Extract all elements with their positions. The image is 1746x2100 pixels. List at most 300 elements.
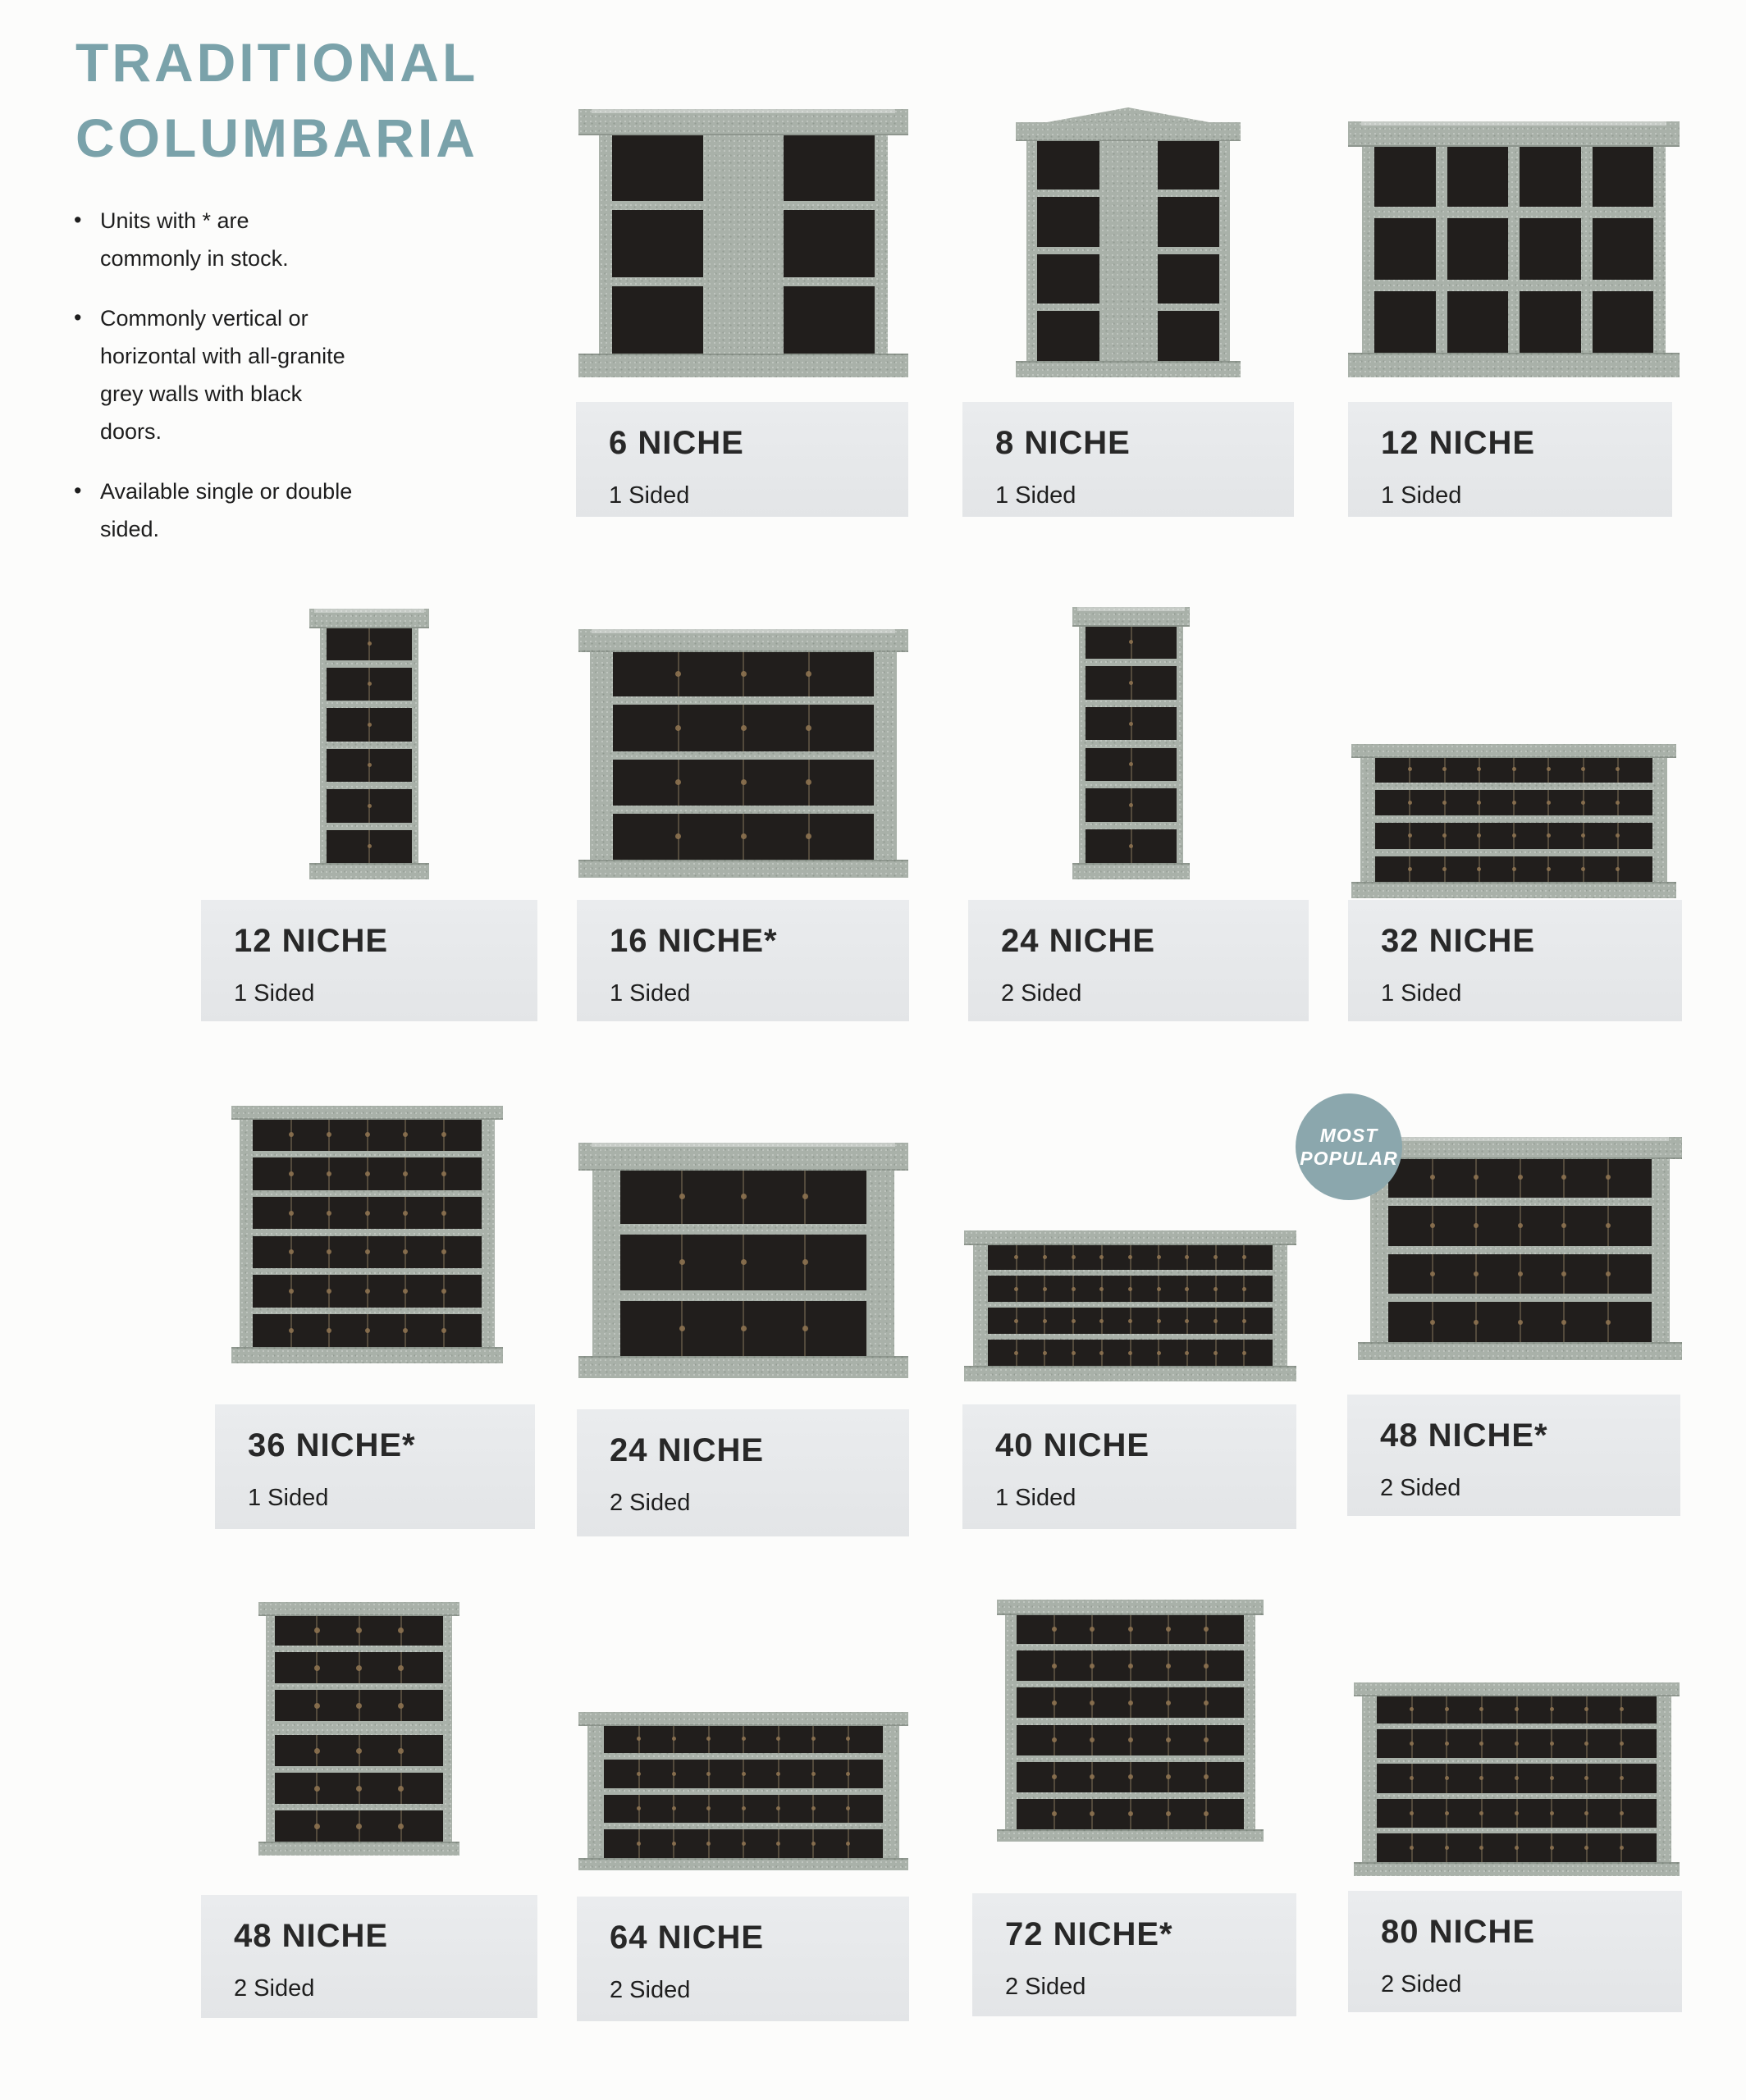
niche-door: [612, 286, 703, 354]
product-name: 24 NICHE: [610, 1432, 765, 1468]
product-label-48-niche-2sided: [201, 1895, 537, 2018]
rosette-dot: [1204, 1664, 1209, 1669]
rosette-dot: [398, 1665, 404, 1671]
rosette-dot: [1550, 1742, 1554, 1746]
rosette-dot: [1445, 1846, 1449, 1850]
rosette-dot: [368, 804, 372, 808]
rosette-dot: [1410, 1811, 1414, 1815]
rosette-dot: [1408, 867, 1412, 871]
rosette-dot: [1620, 1846, 1624, 1850]
rosette-dot: [1052, 1701, 1057, 1705]
rosette-dot: [356, 1748, 362, 1754]
niche-row: [327, 749, 412, 783]
rosette-dot: [1128, 1255, 1132, 1259]
rosette-dot: [811, 1842, 816, 1846]
rosette-dot: [1166, 1701, 1171, 1705]
rosette-dot: [1099, 1351, 1104, 1355]
niche-door: [1593, 145, 1654, 207]
rosette-dot: [1518, 1271, 1523, 1276]
product-sided: 1 Sided: [1381, 482, 1462, 509]
product-label-12-niche-1sided: [201, 900, 537, 1021]
niche-door: [1374, 291, 1436, 353]
niche-row: [1377, 1799, 1657, 1828]
rosette-dot: [1043, 1351, 1047, 1355]
product-name: 80 NICHE: [1381, 1914, 1536, 1950]
product-sided: 2 Sided: [1381, 1971, 1462, 1997]
niche-row: [327, 789, 412, 823]
unit-figure-40-niche-1sided: [964, 1230, 1296, 1380]
niche-door: [1374, 145, 1436, 207]
rosette-dot: [1204, 1737, 1209, 1742]
unit-figure-48-niche-2sided: [1358, 1137, 1682, 1358]
niche-row: [988, 1340, 1273, 1366]
rosette-dot: [368, 763, 372, 767]
rosette-dot: [675, 671, 681, 677]
cap-highlight: [1371, 1137, 1669, 1141]
rosette-dot: [1547, 867, 1551, 871]
rosette-dot: [1185, 1255, 1189, 1259]
niche-row: [1377, 1764, 1657, 1792]
niche-row: [327, 627, 412, 660]
niche-row: [327, 830, 412, 864]
rosette-dot: [741, 725, 747, 731]
rosette-dot: [1584, 1846, 1588, 1850]
rosette-dot: [1157, 1319, 1161, 1323]
rosette-dot: [1129, 762, 1133, 766]
rosette-dot: [1128, 1664, 1133, 1669]
rosette-dot: [314, 1748, 320, 1754]
rosette-dot: [365, 1211, 370, 1216]
rosette-dot: [365, 1171, 370, 1176]
rosette-dot: [1550, 1707, 1554, 1711]
rosette-dot: [637, 1772, 641, 1776]
niche-row: [1375, 790, 1652, 816]
rosette-dot: [403, 1171, 408, 1176]
unit-base: [1072, 863, 1190, 879]
niche-row: [1086, 707, 1177, 741]
rosette-dot: [1515, 1742, 1519, 1746]
rosette-dot: [1214, 1287, 1218, 1291]
rosette-dot: [1479, 1776, 1483, 1780]
niche-door: [1158, 311, 1220, 361]
intro-bullets: [64, 202, 356, 570]
unit-figure-48-niche-2sided: [258, 1602, 459, 1854]
rosette-dot: [314, 1628, 320, 1633]
niche-row: [275, 1735, 443, 1766]
product-name: 64 NICHE: [610, 1920, 765, 1956]
badge-line1: MOST: [1319, 1125, 1378, 1146]
rosette-dot: [1512, 767, 1516, 771]
rosette-dot: [1515, 1776, 1519, 1780]
rosette-dot: [1479, 1846, 1483, 1850]
rosette-dot: [811, 1806, 816, 1810]
rosette-dot: [1157, 1287, 1161, 1291]
niche-row: [275, 1652, 443, 1683]
niche-door: [1447, 291, 1509, 353]
rosette-dot: [1090, 1701, 1095, 1705]
unit-cap: [578, 1143, 908, 1171]
rosette-dot: [637, 1842, 641, 1846]
rosette-dot: [675, 725, 681, 731]
rosette-dot: [1561, 1223, 1566, 1228]
rosette-dot: [776, 1737, 780, 1741]
rosette-dot: [672, 1842, 676, 1846]
unit-figure-12-niche-1sided: [309, 609, 429, 878]
rosette-dot: [811, 1737, 816, 1741]
rosette-dot: [1620, 1811, 1624, 1815]
unit-cap: [1348, 121, 1680, 147]
rosette-dot: [1166, 1737, 1171, 1742]
rosette-dot: [368, 844, 372, 848]
rosette-dot: [1479, 1707, 1483, 1711]
rosette-dot: [1072, 1351, 1076, 1355]
unit-base: [1351, 882, 1676, 898]
unit-body: [1362, 1695, 1671, 1862]
niche-door: [1447, 218, 1509, 280]
product-sided: 2 Sided: [1005, 1974, 1086, 2000]
rosette-dot: [1550, 1846, 1554, 1850]
rosette-dot: [741, 833, 747, 839]
unit-figure-36-niche-1sided: [231, 1106, 503, 1362]
product-label-24-niche-2sided: [577, 1409, 909, 1536]
product-name: 72 NICHE*: [1005, 1916, 1173, 1952]
rosette-dot: [398, 1824, 404, 1829]
product-label-64-niche-2sided: [577, 1897, 909, 2021]
rosette-dot: [289, 1328, 294, 1333]
niche-row: [1017, 1614, 1244, 1644]
rosette-dot: [441, 1132, 446, 1137]
unit-figure-12-niche-1sided: [1348, 121, 1680, 376]
product-name: 6 NICHE: [609, 425, 744, 461]
unit-body: [320, 627, 418, 863]
product-label-32-niche-1sided: [1348, 900, 1682, 1021]
niche-row: [620, 1235, 866, 1290]
rosette-dot: [1185, 1319, 1189, 1323]
product-label-40-niche-1sided: [962, 1404, 1296, 1529]
niche-door: [1520, 291, 1581, 353]
badge-line2: POPULAR: [1300, 1148, 1398, 1169]
cap-highlight: [592, 629, 895, 633]
product-sided: 1 Sided: [1381, 980, 1462, 1007]
rosette-dot: [1204, 1774, 1209, 1779]
rosette-dot: [1128, 1811, 1133, 1816]
niche-row: [1388, 1302, 1652, 1342]
product-sided: 2 Sided: [1001, 980, 1082, 1007]
rosette-dot: [1128, 1737, 1133, 1742]
unit-body: [590, 651, 897, 860]
rosette-dot: [1090, 1737, 1095, 1742]
niche-door: [1158, 139, 1220, 189]
niche-row: [1388, 1254, 1652, 1294]
rosette-dot: [1166, 1627, 1171, 1632]
unit-body: [973, 1244, 1287, 1366]
rosette-dot: [1072, 1319, 1076, 1323]
rosette-dot: [1616, 801, 1620, 805]
product-label-12-niche-1sided: [1348, 402, 1672, 517]
rosette-dot: [1518, 1175, 1523, 1180]
rosette-dot: [672, 1772, 676, 1776]
rosette-dot: [398, 1748, 404, 1754]
product-label-8-niche-1sided: [962, 402, 1294, 517]
niche-door: [1374, 218, 1436, 280]
niche-row: [1017, 1650, 1244, 1681]
rosette-dot: [1128, 1319, 1132, 1323]
niche-door: [1158, 197, 1220, 247]
unit-figure-16-niche-1sided: [578, 629, 908, 876]
rosette-dot: [441, 1328, 446, 1333]
rosette-dot: [1512, 801, 1516, 805]
cap-highlight: [1077, 607, 1186, 611]
rosette-dot: [1442, 867, 1447, 871]
rosette-dot: [1128, 1774, 1133, 1779]
unit-body: [1370, 1157, 1670, 1342]
rosette-dot: [1479, 1811, 1483, 1815]
rosette-dot: [1512, 867, 1516, 871]
unit-figure-6-niche-1sided: [578, 109, 908, 376]
rosette-dot: [1620, 1707, 1624, 1711]
rosette-dot: [1430, 1175, 1435, 1180]
rosette-dot: [675, 833, 681, 839]
unit-body: [1360, 756, 1667, 882]
rosette-dot: [403, 1328, 408, 1333]
niche-row: [988, 1244, 1273, 1270]
product-label-6-niche-1sided: [576, 402, 908, 517]
rosette-dot: [1442, 833, 1447, 838]
rosette-dot: [742, 1737, 746, 1741]
rosette-dot: [356, 1824, 362, 1829]
rosette-dot: [742, 1772, 746, 1776]
niche-row: [1377, 1695, 1657, 1723]
rosette-dot: [706, 1842, 711, 1846]
unit-body: [240, 1118, 495, 1347]
niche-row: [275, 1773, 443, 1804]
rosette-dot: [368, 723, 372, 727]
rosette-dot: [356, 1665, 362, 1671]
rosette-dot: [1606, 1223, 1611, 1228]
bullet-item: • Available single or double sided.: [64, 472, 356, 548]
rosette-dot: [672, 1806, 676, 1810]
product-label-48-niche-2sided: [1347, 1395, 1680, 1516]
rosette-dot: [1430, 1271, 1435, 1276]
rosette-dot: [1185, 1287, 1189, 1291]
rosette-dot: [1043, 1287, 1047, 1291]
niche-row: [604, 1795, 883, 1824]
niche-door: [1037, 139, 1099, 189]
unit-cap: [1358, 1137, 1682, 1159]
unit-cap: [578, 109, 908, 135]
rosette-dot: [846, 1842, 850, 1846]
niche-row: [1086, 666, 1177, 700]
niche-row: [613, 760, 874, 806]
product-name: 8 NICHE: [995, 425, 1131, 461]
product-sided: 1 Sided: [995, 482, 1076, 509]
rosette-dot: [1052, 1811, 1057, 1816]
rosette-dot: [1204, 1811, 1209, 1816]
product-label-72-niche-2sided: [972, 1893, 1296, 2016]
product-sided: 1 Sided: [234, 980, 315, 1007]
rosette-dot: [1477, 767, 1481, 771]
rosette-dot: [1128, 1627, 1133, 1632]
niche-row: [1086, 625, 1177, 659]
rosette-dot: [1099, 1255, 1104, 1259]
unit-base: [578, 860, 908, 878]
rosette-dot: [1561, 1175, 1566, 1180]
niche-door: [1447, 145, 1509, 207]
rosette-dot: [1043, 1255, 1047, 1259]
niche-row: [1375, 856, 1652, 883]
niche-door: [612, 134, 703, 201]
unit-figure-32-niche-1sided: [1351, 744, 1676, 897]
unit-base: [578, 1356, 908, 1378]
rosette-dot: [356, 1703, 362, 1709]
rosette-dot: [741, 1194, 747, 1199]
niche-row: [1017, 1725, 1244, 1755]
niche-door: [1037, 254, 1099, 304]
rosette-dot: [1214, 1351, 1218, 1355]
rosette-dot: [741, 671, 747, 677]
rosette-dot: [1547, 767, 1551, 771]
rosette-dot: [742, 1806, 746, 1810]
rosette-dot: [776, 1842, 780, 1846]
rosette-dot: [1445, 1742, 1449, 1746]
rosette-dot: [1242, 1351, 1246, 1355]
product-sided: 2 Sided: [610, 1490, 691, 1516]
rosette-dot: [365, 1289, 370, 1294]
niche-row: [253, 1118, 482, 1151]
unit-figure-24-niche-2sided: [1072, 607, 1190, 878]
rosette-dot: [1090, 1774, 1095, 1779]
rosette-dot: [1616, 833, 1620, 838]
product-name: 36 NICHE*: [248, 1427, 416, 1463]
rosette-dot: [441, 1289, 446, 1294]
unit-body: [592, 1169, 894, 1356]
rosette-dot: [289, 1171, 294, 1176]
niche-row: [327, 668, 412, 701]
unit-cap: [1351, 744, 1676, 758]
rosette-dot: [1581, 801, 1585, 805]
rosette-dot: [1606, 1271, 1611, 1276]
bullet-item: • Commonly vertical or horizontal with all-granite grey walls with black doors.: [64, 299, 356, 450]
rosette-dot: [1430, 1223, 1435, 1228]
rosette-dot: [1408, 767, 1412, 771]
niche-row: [1086, 788, 1177, 822]
unit-base: [309, 863, 429, 879]
page-title: [75, 25, 478, 176]
niche-row: [1377, 1729, 1657, 1758]
rosette-dot: [1128, 1351, 1132, 1355]
niche-door: [1520, 145, 1581, 207]
niche-row: [1086, 748, 1177, 782]
rosette-dot: [1052, 1774, 1057, 1779]
rosette-dot: [1072, 1255, 1076, 1259]
unit-base: [964, 1366, 1296, 1381]
product-label-24-niche-2sided: [968, 900, 1309, 1021]
unit-base: [578, 354, 908, 377]
rosette-dot: [365, 1328, 370, 1333]
rosette-dot: [846, 1772, 850, 1776]
rosette-dot: [1129, 722, 1133, 726]
rosette-dot: [356, 1786, 362, 1792]
niche-row: [1086, 829, 1177, 863]
rosette-dot: [1408, 801, 1412, 805]
rosette-dot: [1242, 1319, 1246, 1323]
rosette-dot: [1474, 1320, 1479, 1325]
product-sided: 1 Sided: [609, 482, 690, 509]
rosette-dot: [1090, 1664, 1095, 1669]
rosette-dot: [1242, 1287, 1246, 1291]
rosette-dot: [741, 1259, 747, 1265]
cap-highlight: [592, 1143, 895, 1147]
rosette-dot: [1129, 681, 1133, 685]
unit-cap: [578, 1712, 908, 1726]
rosette-dot: [1185, 1351, 1189, 1355]
rosette-dot: [675, 779, 681, 785]
rosette-dot: [1474, 1223, 1479, 1228]
rosette-dot: [637, 1806, 641, 1810]
product-label-16-niche-1sided: [577, 900, 909, 1021]
product-label-36-niche-1sided: [215, 1404, 535, 1529]
rosette-dot: [679, 1326, 685, 1331]
rosette-dot: [1166, 1811, 1171, 1816]
rosette-dot: [1547, 801, 1551, 805]
rosette-dot: [1129, 640, 1133, 644]
niche-row: [620, 1169, 866, 1224]
rosette-dot: [365, 1249, 370, 1254]
niche-row: [988, 1308, 1273, 1334]
niche-door: [612, 210, 703, 277]
unit-cap: [309, 609, 429, 628]
rosette-dot: [1515, 1846, 1519, 1850]
rosette-dot: [1157, 1351, 1161, 1355]
niche-row: [253, 1197, 482, 1230]
rosette-dot: [846, 1806, 850, 1810]
rosette-dot: [1090, 1627, 1095, 1632]
product-sided: 2 Sided: [234, 1975, 315, 2002]
rosette-dot: [1479, 1742, 1483, 1746]
rosette-dot: [1606, 1320, 1611, 1325]
niche-row: [327, 708, 412, 742]
niche-row: [604, 1760, 883, 1788]
niche-row: [613, 651, 874, 696]
rosette-dot: [327, 1211, 331, 1216]
rosette-dot: [398, 1703, 404, 1709]
unit-base: [1016, 361, 1241, 377]
rosette-dot: [1052, 1737, 1057, 1742]
rosette-dot: [1410, 1846, 1414, 1850]
rosette-dot: [1204, 1627, 1209, 1632]
unit-base: [997, 1829, 1264, 1842]
niche-row: [275, 1810, 443, 1842]
rosette-dot: [1430, 1320, 1435, 1325]
niche-door: [1593, 218, 1654, 280]
rosette-dot: [1090, 1811, 1095, 1816]
rosette-dot: [742, 1842, 746, 1846]
rosette-dot: [1550, 1811, 1554, 1815]
page-title-line2: COLUMBARIA: [75, 107, 478, 168]
rosette-dot: [403, 1211, 408, 1216]
rosette-dot: [327, 1249, 331, 1254]
rosette-dot: [1043, 1319, 1047, 1323]
product-sided: 1 Sided: [248, 1485, 329, 1511]
rosette-dot: [776, 1806, 780, 1810]
unit-body: [266, 1614, 452, 1842]
rosette-dot: [706, 1737, 711, 1741]
rosette-dot: [1410, 1776, 1414, 1780]
rosette-dot: [1014, 1319, 1018, 1323]
rosette-dot: [1242, 1255, 1246, 1259]
cap-highlight: [314, 609, 424, 613]
rosette-dot: [1581, 867, 1585, 871]
